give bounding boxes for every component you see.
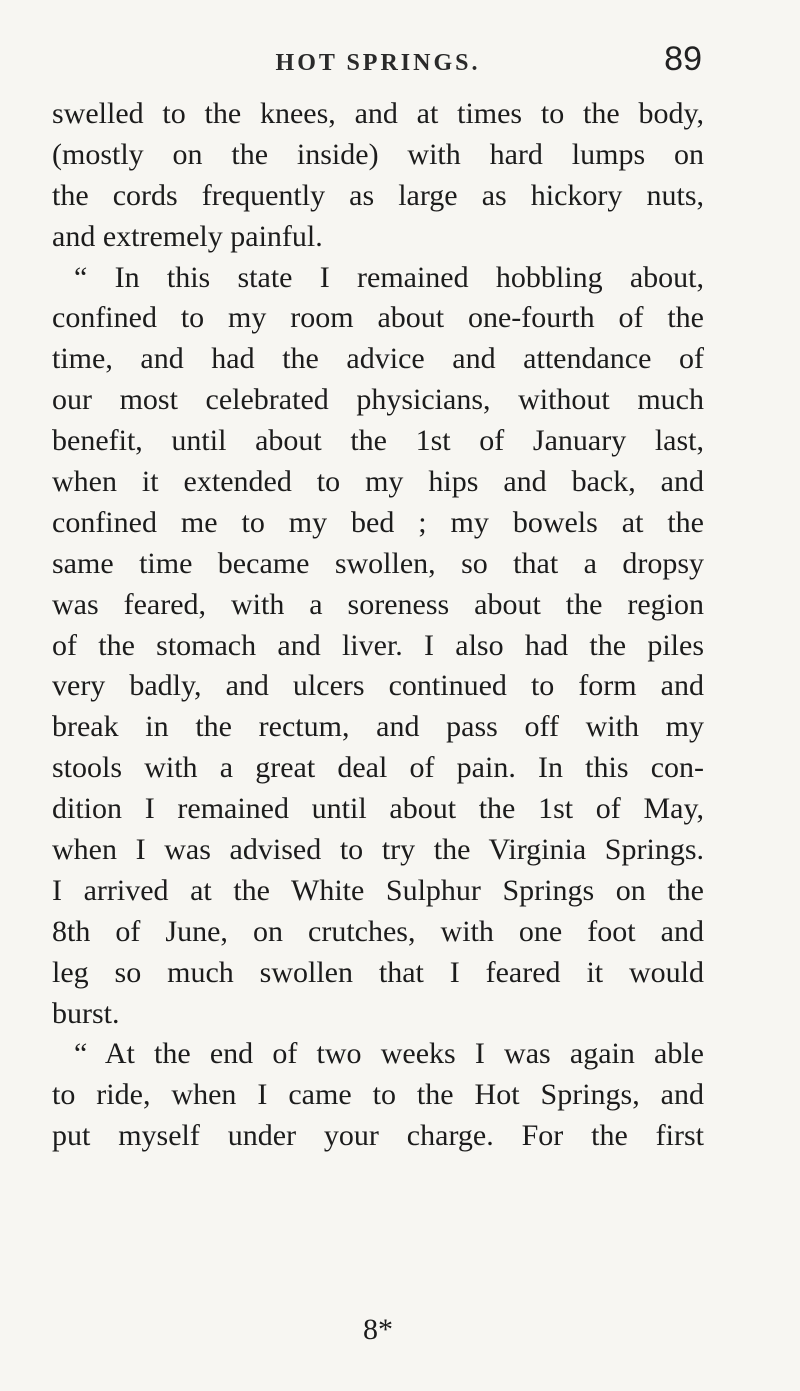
text-line: time, and had the advice and attendance of: [52, 342, 704, 376]
paragraph-start-line: “ In this state I remained hobbling about,: [74, 260, 704, 294]
text-line: to ride, when I came to the Hot Springs, and: [52, 1078, 704, 1112]
text-line: confined to my room about one-fourth of the: [52, 301, 704, 335]
paragraph-start-line: “ At the end of two weeks I was again able: [74, 1037, 704, 1071]
text-line: break in the rectum, and pass off with my: [52, 710, 704, 744]
running-title: HOT SPRINGS.: [275, 50, 481, 76]
paragraph-end-line: and extremely painful.: [52, 219, 323, 253]
text-line: stools with a great deal of pain. In this con-: [52, 751, 704, 785]
text-line: when I was advised to try the Virginia Springs.: [52, 833, 704, 867]
text-line: when it extended to my hips and back, and: [52, 465, 704, 499]
page-number: 89: [664, 40, 702, 78]
text-line: leg so much swollen that I feared it would: [52, 955, 704, 989]
text-line: (mostly on the inside) with hard lumps on: [52, 137, 704, 171]
text-line: 8th of June, on crutches, with one foot and: [52, 914, 704, 948]
text-line: confined me to my bed ; my bowels at the: [52, 505, 704, 539]
text-line: put myself under your charge. For the first: [52, 1119, 704, 1153]
paragraph-end-line: burst.: [52, 996, 120, 1030]
text-line: of the stomach and liver. I also had the piles: [52, 628, 704, 662]
text-line: our most celebrated physicians, without much: [52, 383, 704, 417]
running-head: [52, 40, 704, 84]
text-line: I arrived at the White Sulphur Springs on the: [52, 873, 704, 907]
text-line: the cords frequently as large as hickory nuts,: [52, 178, 704, 212]
signature-mark: 8*: [363, 1313, 393, 1346]
text-line: swelled to the knees, and at times to the body,: [52, 97, 704, 130]
text-line: benefit, until about the 1st of January last,: [52, 424, 704, 458]
text-line: was feared, with a soreness about the region: [52, 587, 704, 621]
text-line: same time became swollen, so that a dropsy: [52, 546, 704, 580]
text-line: very badly, and ulcers continued to form and: [52, 669, 704, 703]
text-line: dition I remained until about the 1st of May,: [52, 792, 704, 826]
body-text: [52, 94, 704, 1157]
